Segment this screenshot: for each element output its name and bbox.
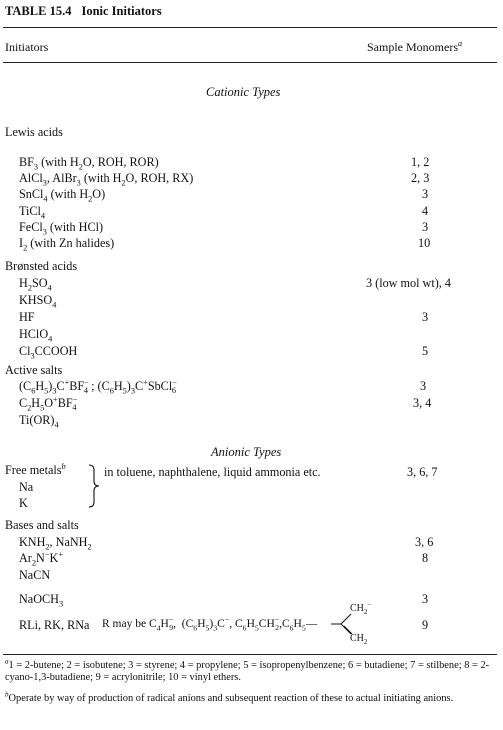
footnote-b-mark: b	[5, 690, 9, 699]
lewis-acid-formula-part: 4	[40, 211, 46, 221]
lewis-acid-value: 10	[418, 236, 431, 250]
lewis-acid-formula-part: FeCl	[19, 219, 43, 234]
bronsted-acid-formula-part: 4	[52, 300, 57, 310]
active-salt-row-3-sub: 4	[54, 420, 59, 430]
bronsted-acid-row	[19, 276, 52, 293]
lewis-acid-formula-part: 2	[78, 162, 83, 172]
lewis-acid-value: 4	[422, 203, 429, 218]
free-metals-value: 3, 6, 7	[407, 465, 438, 479]
base-row-rli-value: 9	[422, 618, 429, 632]
bronsted-acid-formula-part: 3	[30, 351, 35, 361]
lewis-acid-row	[19, 187, 106, 204]
footnote-a	[5, 657, 497, 685]
group-free-metals-text: Free metals	[5, 463, 62, 477]
bronsted-acid-formula-part: CCOOH	[34, 344, 78, 358]
bronsted-acid-formula-part: HClO	[19, 327, 49, 341]
bronsted-acid-value: 3 (low mol wt), 4	[366, 276, 451, 290]
base-row-naoch3-text: NaOCH	[19, 592, 59, 606]
bronsted-acid-value: 5	[422, 344, 429, 358]
col-header-monomers-note: a	[458, 39, 463, 48]
group-active-salts: Active salts	[5, 363, 63, 377]
active-salt-row-2: $C_2H_5O^+BF^-_4$	[19, 394, 78, 413]
footnote-b	[5, 690, 497, 705]
col-header-initiators: Initiators	[5, 40, 49, 54]
bronsted-acid-formula-part: Cl	[19, 344, 31, 358]
free-metal-k: K	[19, 496, 28, 510]
lewis-acid-formula-part: 2	[88, 194, 93, 204]
lewis-acid-value: 3	[422, 187, 429, 202]
free-metal-na: Na	[19, 480, 34, 494]
bronsted-acid-row	[19, 293, 57, 310]
base-row-naoch3	[19, 592, 64, 609]
base-row-rli-structures: R may be $C_4H^-_9$, $(C_6H_5)_3C^-$, $C_6H_5CH^-_2,C_6H_5—$	[102, 615, 318, 633]
lewis-acid-value: 2, 3	[411, 171, 430, 186]
footnote-a-text: 1 = 2-butene; 2 = isobutene; 3 = styrene; 4 = propylene; 5 = isopropenylbenzene; 6 = butadiene; 7 = stilbene; 8 = 2-cyano-1,3-butadiene; 9 = acrylonitrile; 10 = vinyl ethers.	[5, 660, 490, 684]
section-cationic: Cationic Types	[206, 85, 281, 99]
bronsted-acid-formula-part: SO	[31, 276, 48, 290]
base-row-knh2: $KNH_2$, NaNH$_2$	[19, 535, 92, 552]
lewis-acid-formula-part: I	[19, 236, 24, 250]
ch2-top-label: $CH_2^-$	[350, 601, 372, 616]
header-rule	[3, 62, 497, 63]
lewis-acid-row	[19, 171, 194, 188]
bronsted-acid-formula-part: 2	[27, 283, 32, 293]
col-header-monomers	[367, 41, 462, 53]
group-lewis-acids: Lewis acids	[5, 125, 63, 139]
table-title	[5, 5, 162, 18]
lewis-acid-formula-part: (with H	[38, 155, 79, 169]
group-bronsted-acids: Brønsted acids	[5, 259, 78, 273]
footnote-a-mark: a	[5, 657, 9, 666]
lewis-acid-formula-part: 2	[23, 243, 28, 253]
bronsted-acid-row	[19, 327, 53, 344]
bronsted-acid-formula-part: H	[19, 276, 28, 290]
base-row-naoch3-value: 3	[422, 592, 429, 606]
lewis-acid-formula-part: O)	[92, 187, 106, 202]
bronsted-acid-formula-part: KHSO	[19, 293, 53, 307]
bronsted-acid-formula-part: 4	[48, 334, 53, 344]
base-row-nacn: NaCN	[19, 568, 51, 582]
lewis-acid-formula-part: (with H	[47, 187, 89, 202]
lewis-acid-formula-part: , AlBr	[46, 171, 77, 186]
bronsted-acid-row	[19, 344, 78, 361]
active-salt-row-3	[19, 413, 59, 430]
active-salt-row-1: $(C_6H_5)_3C^+BF^-_4$ ; $(C_6H_5)_3C^+SbCl^-_6$	[19, 377, 177, 396]
lewis-acid-formula-part: 3	[33, 162, 39, 172]
lewis-acid-formula-part: 2	[121, 178, 126, 188]
lewis-acid-formula-part: AlCl	[19, 171, 43, 186]
bottom-rule	[3, 654, 497, 655]
lewis-acid-formula-part: 3	[42, 227, 47, 237]
section-anionic: Anionic Types	[211, 445, 282, 459]
bronsted-acid-formula-part: HF	[19, 310, 35, 324]
lewis-acid-formula-part: TiCl	[19, 203, 41, 218]
table-caption: Ionic Initiators	[81, 4, 162, 18]
lewis-acid-row	[19, 236, 115, 253]
active-salt-row-2-value: 3, 4	[413, 396, 432, 410]
table-label: TABLE 15.4	[5, 4, 72, 18]
lewis-acid-formula-part: (with H	[80, 171, 122, 186]
footnote-b-text: Operate by way of production of radical anions and subsequent reaction of these to actual initiating anions.	[8, 693, 454, 704]
active-salt-row-3-text: Ti(OR)	[19, 413, 55, 427]
lewis-acid-formula-part: (with Zn halides)	[27, 236, 115, 250]
bronsted-acid-value: 3	[422, 310, 429, 324]
lewis-acid-formula-part: BF	[19, 155, 34, 169]
lewis-acid-formula-part: SnCl	[19, 187, 44, 202]
lewis-acid-formula-part: O, ROH, ROR)	[82, 155, 159, 169]
lewis-acid-row	[19, 155, 159, 172]
lewis-acid-value: 3	[422, 219, 429, 234]
lewis-acid-row	[19, 219, 104, 237]
group-free-metals-note: b	[61, 461, 66, 471]
lewis-acid-formula-part: 3	[42, 178, 47, 188]
r-maybe-text: R may be	[102, 618, 147, 630]
col-header-monomers-text: Sample Monomers	[367, 40, 458, 54]
group-free-metals	[5, 461, 66, 477]
lewis-acid-formula-part: 4	[43, 194, 48, 204]
top-rule	[3, 27, 497, 28]
lewis-acid-formula-part: (with HCl)	[46, 219, 104, 234]
ch2-bottom-label: $CH_2$	[350, 633, 368, 646]
bronsted-acid-row	[19, 311, 35, 323]
bronsted-acid-formula-part: 4	[47, 283, 52, 293]
base-row-ar2n-value: 8	[422, 551, 429, 565]
group-bases-salts: Bases and salts	[5, 518, 79, 532]
free-metals-description: in toluene, naphthalene, liquid ammonia etc.	[104, 465, 321, 479]
lewis-acid-row	[19, 203, 46, 221]
base-row-knh2-value: 3, 6	[415, 535, 434, 549]
brace-icon	[87, 464, 101, 508]
active-salt-row-1-value: 3	[420, 379, 427, 393]
lewis-acid-formula-part: O, ROH, RX)	[125, 171, 194, 186]
base-row-rli: RLi, RK, RNa	[19, 618, 90, 632]
base-row-naoch3-sub: 3	[58, 599, 64, 609]
base-row-ar2n: $Ar_2N^-K^+$	[19, 549, 63, 568]
lewis-acid-value: 1, 2	[411, 155, 430, 169]
lewis-acid-formula-part: 3	[76, 178, 81, 188]
